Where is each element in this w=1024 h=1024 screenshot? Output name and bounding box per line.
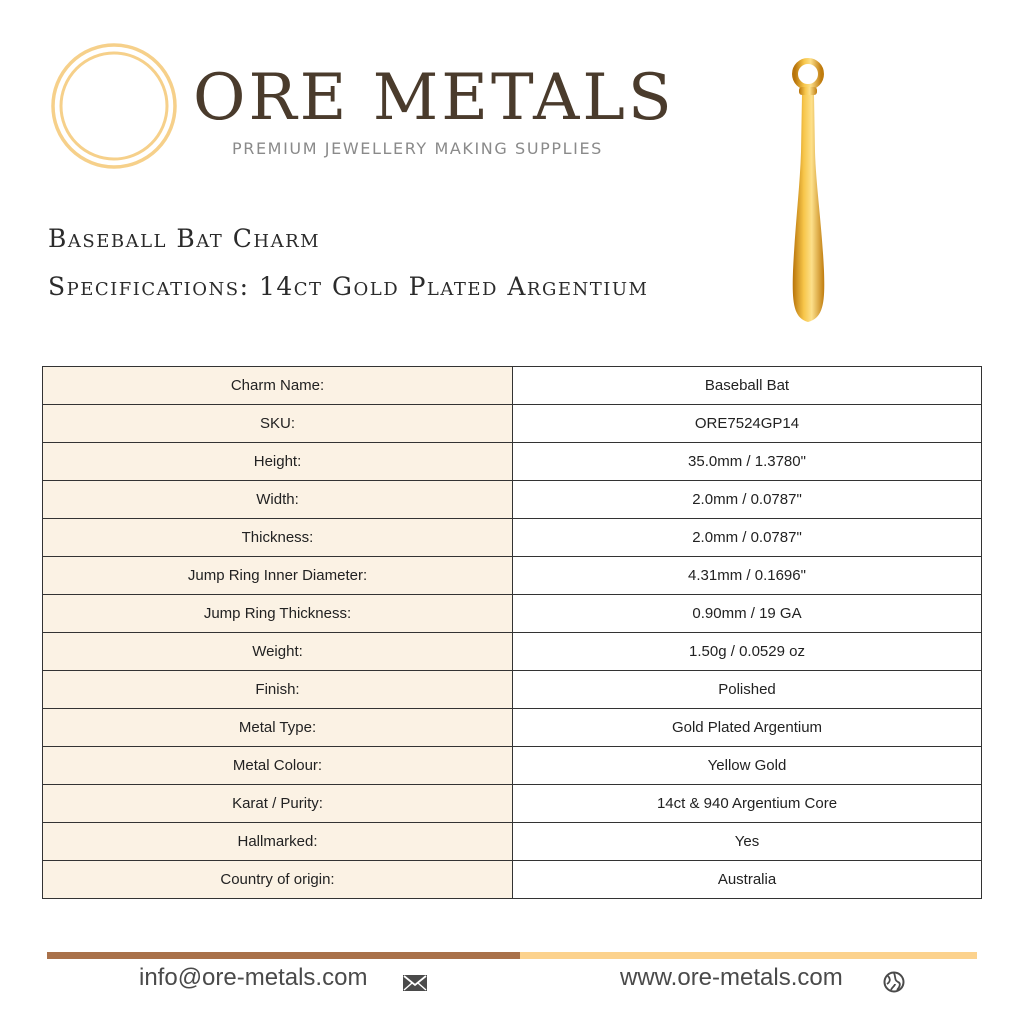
spec-label: SKU: [43, 405, 513, 443]
spec-label: Charm Name: [43, 367, 513, 405]
spec-value: 0.90mm / 19 GA [513, 595, 982, 633]
spec-label: Country of origin: [43, 861, 513, 899]
spec-value: 14ct & 940 Argentium Core [513, 785, 982, 823]
globe-icon [882, 970, 906, 994]
spec-value: 2.0mm / 0.0787" [513, 519, 982, 557]
spec-value: Polished [513, 671, 982, 709]
table-row [43, 671, 982, 709]
product-title: Baseball Bat Charm [48, 224, 321, 253]
table-row [43, 405, 982, 443]
baseball-bat-charm-image [784, 56, 840, 328]
spec-value: Australia [513, 861, 982, 899]
table-row [43, 519, 982, 557]
footer-bar-left [47, 952, 520, 959]
spec-label: Weight: [43, 633, 513, 671]
table-row [43, 823, 982, 861]
footer-email-link[interactable]: info@ore-metals.com [139, 964, 368, 991]
spec-value: ORE7524GP14 [513, 405, 982, 443]
table-row [43, 595, 982, 633]
spec-value: Gold Plated Argentium [513, 709, 982, 747]
table-row [43, 709, 982, 747]
table-row [43, 557, 982, 595]
footer-website-link[interactable]: www.ore-metals.com [620, 964, 843, 991]
spec-value: Baseball Bat [513, 367, 982, 405]
spec-label: Finish: [43, 671, 513, 709]
spec-label: Width: [43, 481, 513, 519]
spec-value: 1.50g / 0.0529 oz [513, 633, 982, 671]
envelope-icon [402, 974, 428, 992]
spec-label: Thickness: [43, 519, 513, 557]
brand-tagline: PREMIUM JEWELLERY MAKING SUPPLIES [232, 139, 603, 158]
spec-label: Jump Ring Inner Diameter: [43, 557, 513, 595]
spec-value: 2.0mm / 0.0787" [513, 481, 982, 519]
spec-value: 4.31mm / 0.1696" [513, 557, 982, 595]
spec-value: 35.0mm / 1.3780" [513, 443, 982, 481]
table-row [43, 633, 982, 671]
logo-ring-icon [50, 42, 178, 170]
table-row [43, 785, 982, 823]
table-row [43, 861, 982, 899]
spec-label: Height: [43, 443, 513, 481]
table-row [43, 443, 982, 481]
spec-label: Metal Type: [43, 709, 513, 747]
table-row [43, 367, 982, 405]
specifications-table [42, 366, 982, 899]
table-row [43, 481, 982, 519]
spec-value: Yellow Gold [513, 747, 982, 785]
table-row [43, 747, 982, 785]
spec-label: Karat / Purity: [43, 785, 513, 823]
footer-bar-right [520, 952, 977, 959]
brand-name: ORE METALS [193, 61, 675, 135]
product-specification: Specifications: 14ct Gold Plated Argentium [48, 272, 649, 301]
spec-label: Metal Colour: [43, 747, 513, 785]
spec-label: Hallmarked: [43, 823, 513, 861]
spec-value: Yes [513, 823, 982, 861]
spec-label: Jump Ring Thickness: [43, 595, 513, 633]
